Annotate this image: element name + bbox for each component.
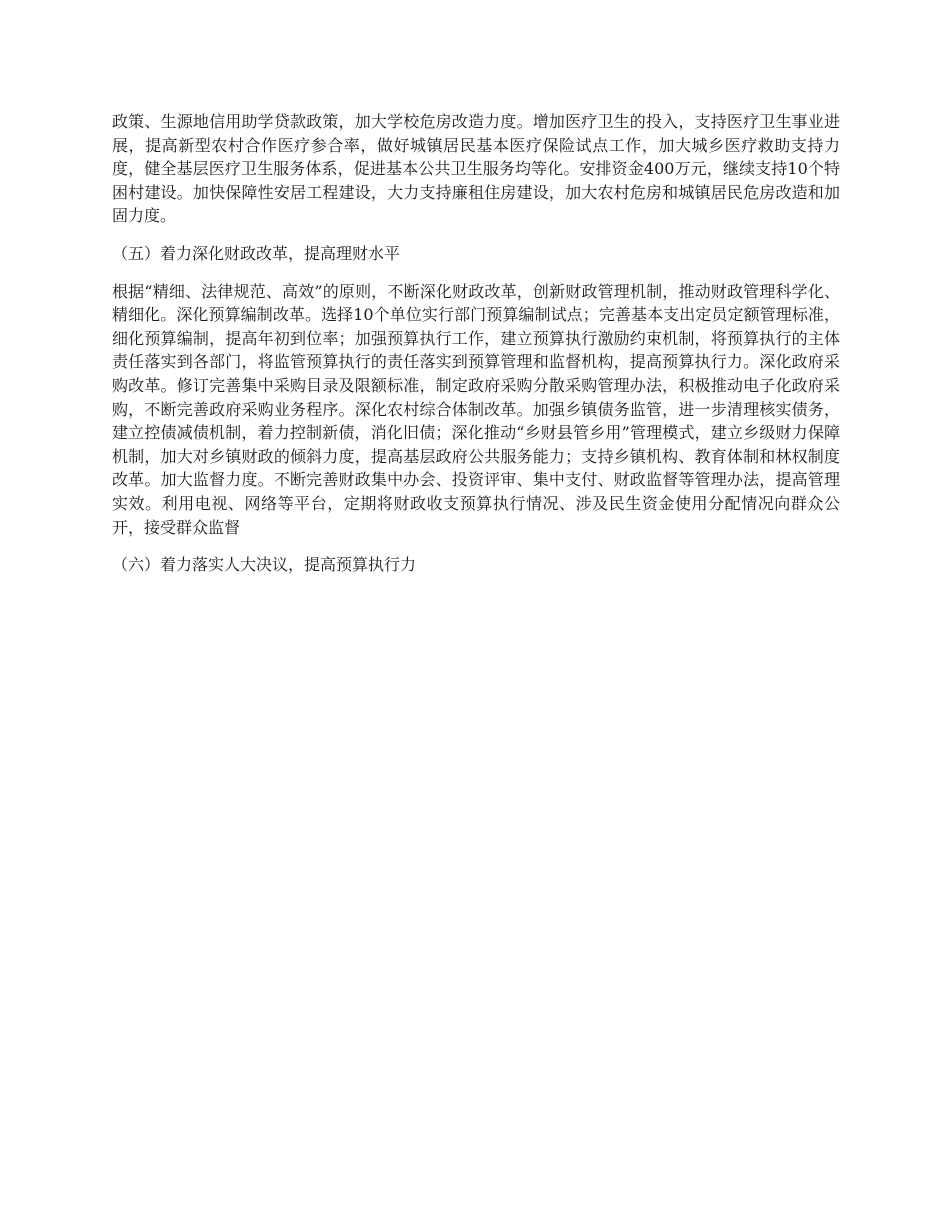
spacer <box>112 228 840 242</box>
document-page <box>112 110 840 577</box>
section-heading-five: （五）着力深化财政改革，提高理财水平 <box>112 243 401 263</box>
paragraph-fiscal-reform: 根据“精细、法律规范、高效”的原则，不断深化财政改革，创新财政管理机制，推动财政管理科学化、精细化。深化预算编制改革。选择10个单位实行部门预算编制试点；完善基本支出定员定额管理标准，细化预算编制，提高年初到位率；加强预算执行工作，建立预算执行激励约束机制，将预算执行的主体责任落实到各部门，将监管预算执行的责任落实到预算管理和监督机构，提高预算执行力。深化政府采购改革。修订完善集中采购目录及限额标准，制定政府采购分散采购管理办法，积极推动电子化政府采购，不断完善政府采购业务程序。深化农村综合体制改革。加强乡镇债务监管，进一步清理核实债务，建立控债减债机制，着力控制新债，消化旧债；深化推动“乡财县管乡用”管理模式，建立乡级财力保障机制，加大对乡镇财政的倾斜力度，提高基层政府公共服务能力；支持乡镇机构、教育体制和林权制度改革。加大监督力度。不断完善财政集中办会、投资评审、集中支付、财政监督等管理办法，提高管理实效。利用电视、网络等平台，定期将财政收支预算执行情况、涉及民生资金使用分配情况向群众公开，接受群众监督 <box>112 281 840 537</box>
section-heading-six: （六）着力落实人大决议，提高预算执行力 <box>112 555 417 575</box>
paragraph-medical-housing: 政策、生源地信用助学贷款政策，加大学校危房改造力度。增加医疗卫生的投入，支持医疗卫生事业进展，提高新型农村合作医疗参合率，做好城镇居民基本医疗保险试点工作，加大城乡医疗救助支持力度，健全基层医疗卫生服务体系，促进基本公共卫生服务均等化。安排资金400万元，继续支持10个特困村建设。加快保障性安居工程建设，大力支持廉租住房建设，加大农村危房和城镇居民危房改造和加固力度。 <box>112 112 840 226</box>
spacer <box>112 266 840 280</box>
spacer <box>112 539 840 553</box>
